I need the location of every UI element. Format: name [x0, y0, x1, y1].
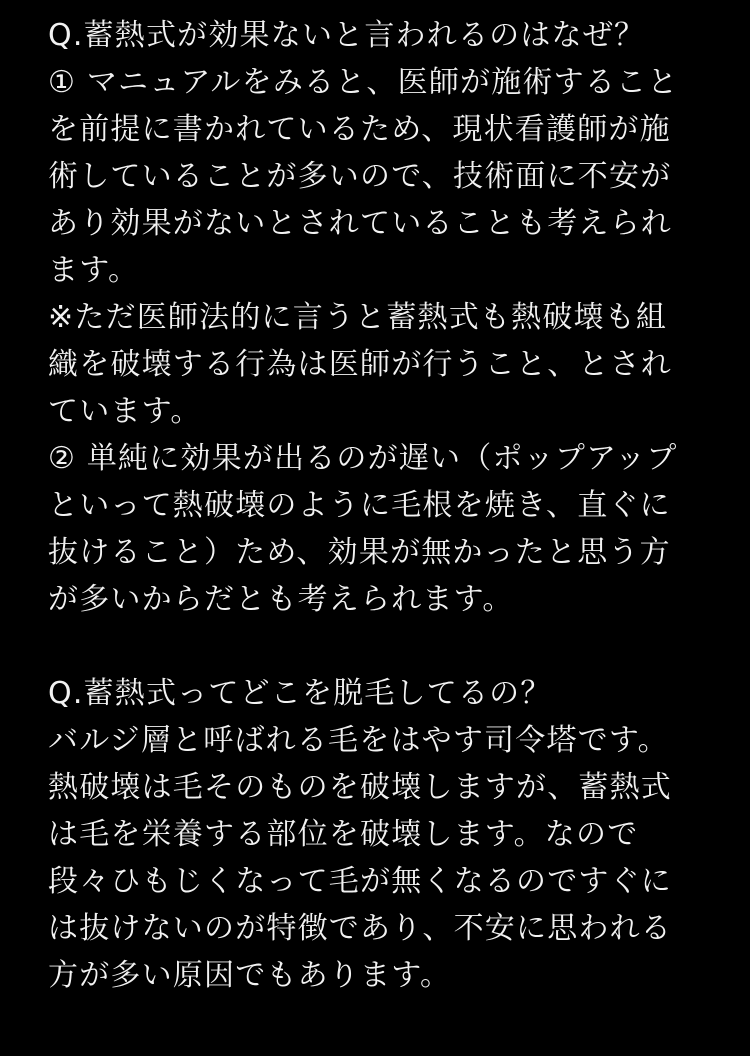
answer-line: は毛を栄養する部位を破壊します。なので: [48, 817, 639, 852]
answer-line: 段々ひもじくなって毛が無くなるのですぐに: [48, 864, 672, 899]
note-line: ※ただ医師法的に言うと蓄熱式も熱破壊も組: [48, 300, 668, 335]
answer-line: 抜けること）ため、効果が無かったと思う方: [48, 535, 671, 570]
answer-line: 術していることが多いので、技術面に不安が: [48, 159, 672, 194]
document-body: [48, 12, 708, 999]
question-heading: Q.蓄熱式が効果ないと言われるのはなぜ？: [48, 18, 646, 53]
answer-line: ① マニュアルをみると、医師が施術すること: [48, 65, 679, 100]
answer-line: が多いからだとも考えられます。: [48, 582, 514, 617]
answer-line: 方が多い原因でもあります。: [48, 958, 452, 993]
question-heading: Q.蓄熱式ってどこを脱毛してるの？: [48, 676, 552, 711]
answer-line: バルジ層と呼ばれる毛をはやす司令塔です。: [48, 723, 669, 758]
answer-line: ② 単純に効果が出るのが遅い（ポップアップ: [48, 441, 678, 476]
faq-section-why-ineffective: [48, 12, 708, 623]
answer-line: ます。: [48, 253, 140, 288]
section-spacer: [48, 623, 708, 670]
answer-line: 熱破壊は毛そのものを破壊しますが、蓄熱式: [48, 770, 672, 805]
answer-line: は抜けないのが特徴であり、不安に思われる: [48, 911, 672, 946]
answer-line: といって熱破壊のように毛根を焼き、直ぐに: [48, 488, 671, 523]
note-line: 織を破壊する行為は医師が行うこと、とされ: [48, 347, 672, 382]
faq-section-target-area: [48, 670, 708, 999]
answer-line: を前提に書かれているため、現状看護師が施: [48, 112, 671, 147]
note-line: ています。: [48, 394, 202, 429]
answer-line: あり効果がないとされていることも考えられ: [48, 206, 672, 241]
